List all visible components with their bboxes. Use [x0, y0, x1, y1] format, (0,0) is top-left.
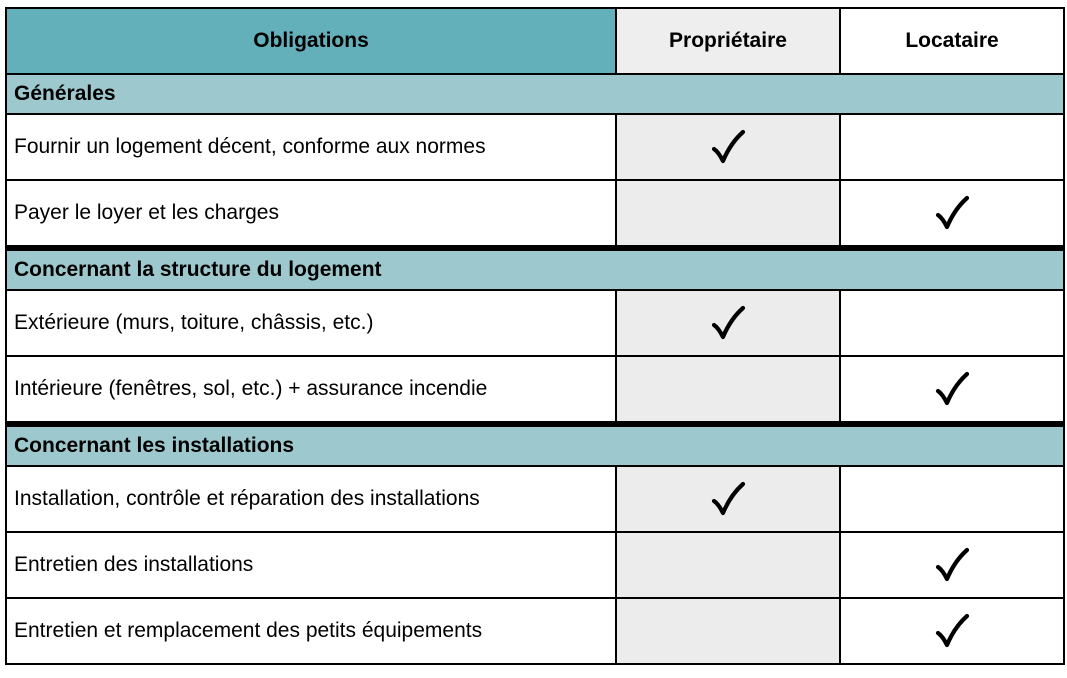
locataire-cell	[840, 532, 1064, 598]
locataire-cell	[840, 114, 1064, 180]
obligation-label: Entretien et remplacement des petits équipements	[6, 598, 616, 664]
section-title: Concernant les installations	[6, 424, 1064, 466]
proprietaire-cell	[616, 466, 840, 532]
checkmark-icon	[708, 127, 748, 167]
table-row	[6, 532, 1064, 598]
locataire-cell	[840, 466, 1064, 532]
checkmark-icon	[932, 369, 972, 409]
locataire-cell	[840, 290, 1064, 356]
proprietaire-cell	[616, 114, 840, 180]
obligations-table	[5, 7, 1065, 665]
table-row	[6, 290, 1064, 356]
obligation-label: Extérieure (murs, toiture, châssis, etc.)	[6, 290, 616, 356]
obligation-label: Intérieure (fenêtres, sol, etc.) + assurance incendie	[6, 356, 616, 424]
section-row	[6, 248, 1064, 290]
obligation-label: Fournir un logement décent, conforme aux normes	[6, 114, 616, 180]
locataire-cell	[840, 180, 1064, 248]
checkmark-icon	[932, 611, 972, 651]
section-row	[6, 74, 1064, 114]
table-row	[6, 598, 1064, 664]
table-row	[6, 356, 1064, 424]
section-row	[6, 424, 1064, 466]
checkmark-icon	[708, 479, 748, 519]
section-title: Concernant la structure du logement	[6, 248, 1064, 290]
proprietaire-cell	[616, 180, 840, 248]
table-header-row	[6, 8, 1064, 74]
table-row	[6, 114, 1064, 180]
header-proprietaire: Propriétaire	[616, 8, 840, 74]
header-obligations: Obligations	[6, 8, 616, 74]
proprietaire-cell	[616, 598, 840, 664]
obligation-label: Installation, contrôle et réparation des installations	[6, 466, 616, 532]
proprietaire-cell	[616, 290, 840, 356]
proprietaire-cell	[616, 532, 840, 598]
section-title: Générales	[6, 74, 1064, 114]
checkmark-icon	[932, 545, 972, 585]
obligation-label: Payer le loyer et les charges	[6, 180, 616, 248]
table-row	[6, 466, 1064, 532]
checkmark-icon	[708, 303, 748, 343]
locataire-cell	[840, 598, 1064, 664]
proprietaire-cell	[616, 356, 840, 424]
table-row	[6, 180, 1064, 248]
checkmark-icon	[932, 193, 972, 233]
obligation-label: Entretien des installations	[6, 532, 616, 598]
header-locataire: Locataire	[840, 8, 1064, 74]
locataire-cell	[840, 356, 1064, 424]
